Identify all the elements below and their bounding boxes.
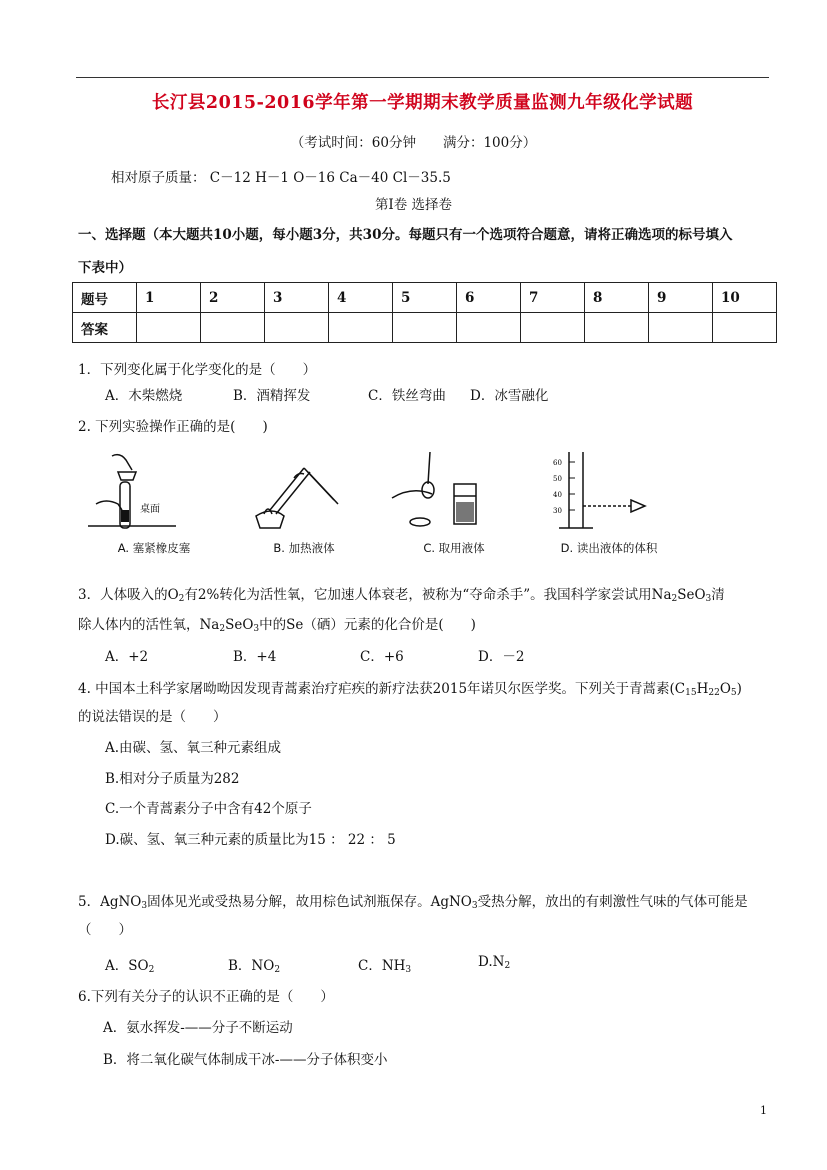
figure-a (84, 448, 224, 556)
q3-option-a: A．+2 (105, 649, 149, 665)
answer-cell[interactable] (585, 313, 649, 343)
q4-option-d: D.碳、氢、氧三种元素的质量比为15 ： 22 ： 5 (105, 832, 396, 848)
table-cell: 答案 (73, 313, 137, 343)
q6-option-a: A．氨水挥发-——分子不断运动 (103, 1020, 293, 1036)
answer-table (72, 282, 777, 343)
exam-info: （考试时间：60分钟 满分：100分） (290, 135, 537, 151)
table-cell: 2 (201, 283, 265, 313)
stopper-illustration (84, 448, 224, 536)
figure-d-caption: D. 读出液体的体积 (560, 541, 658, 555)
atomic-mass-line: 相对原子质量： C－12 H－1 O－16 Ca－40 Cl－35.5 (111, 170, 451, 186)
figure-c-caption: C. 取用液体 (423, 541, 485, 555)
table-cell: 4 (329, 283, 393, 313)
answer-cell[interactable] (137, 313, 201, 343)
figure-a-label: 桌面 (140, 504, 160, 515)
table-cell: 5 (393, 283, 457, 313)
header-rule (76, 77, 769, 78)
table-cell: 10 (713, 283, 777, 313)
question-6-stem: 6.下列有关分子的认识不正确的是（ ） (78, 989, 334, 1005)
question-1-stem: 1．下列变化属于化学变化的是（ ） (78, 362, 317, 378)
cylinder-tick: 60 (553, 459, 562, 467)
figure-c (384, 448, 524, 556)
table-cell: 题号 (73, 283, 137, 313)
q4-option-b: B.相对分子质量为282 (105, 771, 240, 787)
section-heading: 一、选择题（本大题共10小题，每小题3分，共30分。每题只有一个选项符合题意，请将正确选项的标号填入 (78, 227, 733, 243)
table-cell: 1 (137, 283, 201, 313)
answer-cell[interactable] (265, 313, 329, 343)
cylinder-tick: 30 (553, 507, 562, 515)
answer-cell[interactable] (649, 313, 713, 343)
figure-d (539, 448, 679, 556)
table-cell: 3 (265, 283, 329, 313)
dropper-illustration (384, 448, 524, 536)
answer-cell[interactable] (457, 313, 521, 343)
figure-b (234, 448, 374, 556)
q5-option-a: A．$SO_2$ (105, 958, 155, 975)
question-3-stem-line2: 除人体内的活性氧，$Na_2SeO_3$中的Se（硒）元素的化合价是( ) (78, 617, 476, 634)
q2-figures (84, 448, 704, 556)
heating-illustration (234, 448, 374, 536)
q1-option-c: C．铁丝弯曲 (368, 388, 446, 404)
figure-a-caption: A. 塞紧橡皮塞 (117, 541, 191, 555)
answer-cell[interactable] (393, 313, 457, 343)
question-4-stem-line1: 4. 中国本土科学家屠呦呦因发现青蒿素治疗疟疾的新疗法获2015年诺贝尔医学奖。下列关于青蒿素$(C_{15}H_{22}O_5)$ (78, 681, 742, 698)
cylinder-tick: 50 (553, 475, 562, 483)
volume-title: 第Ⅰ卷 选择卷 (374, 197, 453, 213)
cylinder-tick: 40 (553, 491, 562, 499)
question-5-stem-line2: （ ） (78, 922, 132, 938)
question-5-stem-line1: 5．AgNO$_3$固体见光或受热易分解，故用棕色试剂瓶保存。AgNO$_3$受热分解，放出的有刺激性气味的气体可能是 (78, 894, 748, 911)
exam-title: 长汀县2015-2016学年第一学期期末教学质量监测九年级化学试题 (151, 93, 694, 113)
answer-cell[interactable] (521, 313, 585, 343)
q4-option-c: C.一个青蒿素分子中含有42个原子 (105, 801, 312, 817)
q3-option-c: C．+6 (360, 649, 404, 665)
q5-option-b: B．$NO_2$ (228, 958, 281, 975)
answer-cell[interactable] (329, 313, 393, 343)
figure-b-caption: B. 加热液体 (273, 541, 335, 555)
page-number: 1 (760, 1104, 767, 1117)
q6-option-b: B．将二氧化碳气体制成干冰-——分子体积变小 (103, 1052, 388, 1068)
q3-option-b: B．+4 (233, 649, 277, 665)
table-cell: 6 (457, 283, 521, 313)
question-2-stem: 2. 下列实验操作正确的是( ) (78, 419, 268, 435)
answer-cell[interactable] (713, 313, 777, 343)
table-cell: 7 (521, 283, 585, 313)
cylinder-illustration (539, 448, 679, 536)
q4-option-a: A.由碳、氢、氧三种元素组成 (105, 740, 282, 756)
section-heading-cont: 下表中） (78, 260, 132, 276)
table-cell: 9 (649, 283, 713, 313)
table-row (73, 283, 777, 313)
q5-option-c: C．$NH_3$ (358, 958, 412, 975)
table-cell: 8 (585, 283, 649, 313)
q1-option-d: D．冰雪融化 (470, 388, 549, 404)
q1-option-b: B．酒精挥发 (233, 388, 311, 404)
q5-option-d: $D.N_2$ (478, 954, 511, 971)
answer-cell[interactable] (201, 313, 265, 343)
question-3-stem-line1: 3．人体吸入的$O_2$有2%转化为活性氧，它加速人体衰老，被称为“夺命杀手”。我国科学家尝试用$Na_2SeO_3$清 (78, 587, 725, 604)
question-4-stem-line2: 的说法错误的是（ ） (78, 709, 227, 725)
q1-option-a: A．木柴燃烧 (105, 388, 183, 404)
q3-option-d: D．－2 (478, 649, 525, 665)
table-row (73, 313, 777, 343)
